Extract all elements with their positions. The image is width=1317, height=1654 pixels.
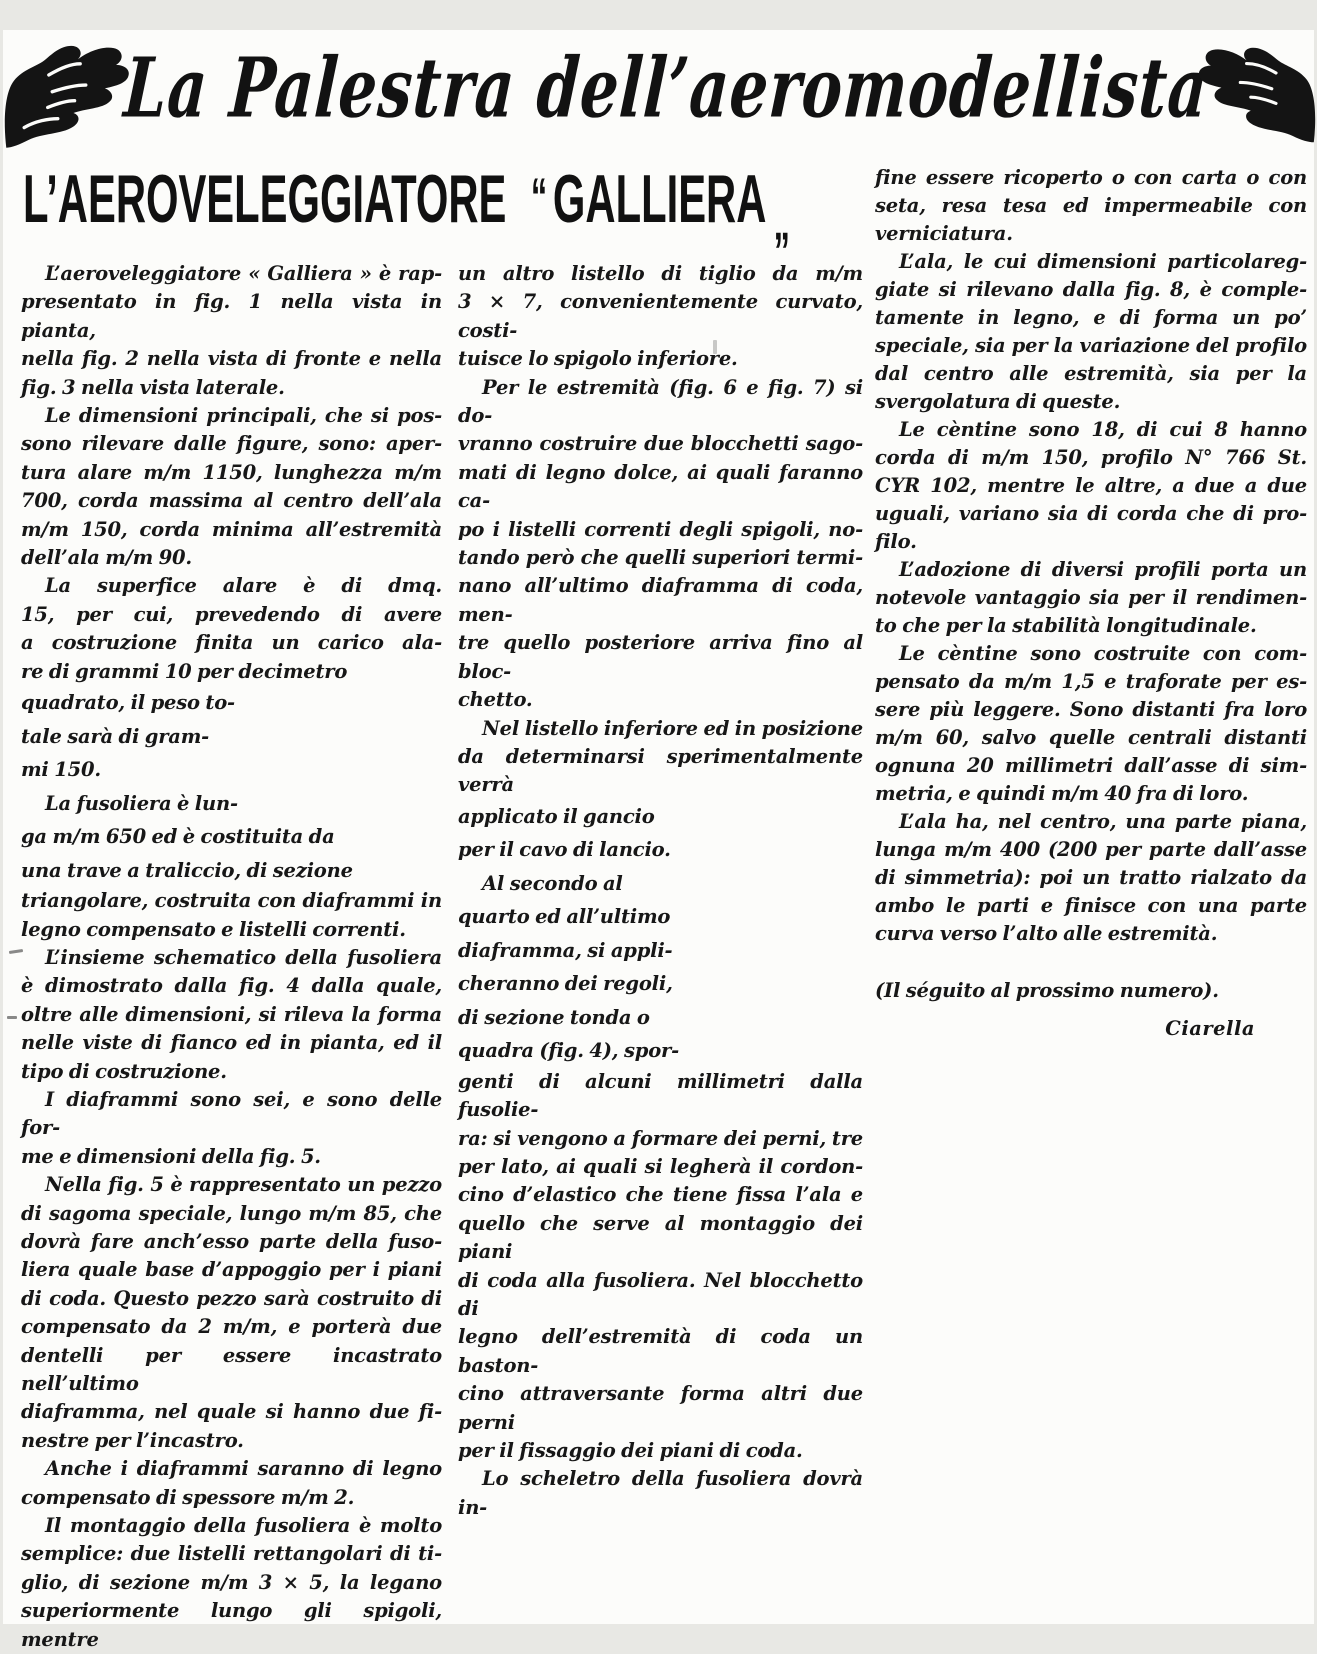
article-column-1: [21, 260, 442, 1654]
text-line: tando però che quelli superiori termi-: [458, 544, 863, 572]
text-line: sono rilevare dalle figure, sono: aper-: [21, 430, 442, 458]
text-line: I diaframmi sono sei, e sono delle for-: [21, 1086, 442, 1143]
text-line: a costruzione finita un carico ala-: [21, 629, 442, 657]
text-line: L’adozione di diversi profili porta un: [875, 556, 1307, 584]
text-line: filo.: [875, 528, 1307, 556]
text-line: Nella fig. 5 è rappresentato un pezzo: [21, 1171, 442, 1199]
text-line: Le cèntine sono costruite con com-: [875, 640, 1307, 668]
text-line: ognuna 20 millimetri dall’asse di sim-: [875, 752, 1307, 780]
headline-model-name: GALLIERA: [553, 162, 766, 237]
text-line: notevole vantaggio sia per il rendimen-: [875, 584, 1307, 612]
text-line: fine essere ricoperto o con carta o con: [875, 164, 1307, 192]
text-line: speciale, sia per la variazione del profilo: [875, 332, 1307, 360]
text-line: po i listelli correnti degli spigoli, no-: [458, 516, 863, 544]
text-line: ra: si vengono a formare dei perni, tre: [458, 1125, 863, 1153]
text-line: oltre alle dimensioni, si rileva la forma: [21, 1001, 442, 1029]
text-line: di coda alla fusoliera. Nel blocchetto di: [458, 1267, 863, 1324]
paragraph: [458, 800, 863, 867]
text-line: 700, corda massima al centro dell’ala: [21, 487, 442, 515]
magazine-page: [3, 30, 1314, 1624]
text-line: uguali, variano sia di corda che di pro-: [875, 500, 1307, 528]
paragraph: [875, 416, 1307, 556]
paragraph: [458, 260, 863, 374]
text-line: mati di legno dolce, ai quali faranno ca-: [458, 459, 863, 516]
text-line: dentelli per essere incastrato nell’ultimo: [21, 1342, 442, 1399]
paragraph: [458, 867, 863, 1068]
text-line: L’insieme schematico della fusoliera: [21, 944, 442, 972]
text-line: superiormente lungo gli spigoli, mentre: [21, 1597, 442, 1654]
right-section: [875, 164, 1300, 1045]
text-line: giate si rilevano dalla fig. 8, è comple-: [875, 276, 1307, 304]
paragraph: [21, 1512, 442, 1654]
text-line: Il montaggio della fusoliera è molto: [21, 1512, 442, 1540]
author-signature: [875, 1012, 1307, 1046]
text-line: ambo le parti e finisce con una parte: [875, 892, 1307, 920]
paragraph: [21, 1086, 442, 1171]
text-line: vranno costruire due blocchetti sago-: [458, 430, 863, 458]
text-line: è dimostrato dalla fig. 4 dalla quale,: [21, 972, 442, 1000]
headline-close-quote: „: [774, 192, 789, 251]
article-body: [3, 160, 1314, 1654]
text-line: nelle viste di fianco ed in pianta, ed il: [21, 1029, 442, 1057]
text-line: genti di alcuni millimetri dalla fusolie-: [458, 1068, 863, 1125]
text-line: tale sarà di gram-: [21, 720, 442, 754]
paragraph: [21, 260, 442, 402]
masthead-title: La Palestra dell’aeromodellista: [121, 40, 1211, 137]
text-line: quadrato, il peso to-: [21, 686, 442, 720]
text-line: me e dimensioni della fig. 5.: [21, 1143, 442, 1171]
text-line: La fusoliera è lun-: [21, 787, 442, 821]
text-line: La superfice alare è di dmq.: [21, 572, 442, 600]
text-line: di sagoma speciale, lungo m/m 85, che: [21, 1200, 442, 1228]
text-line: 15, per cui, prevedendo di avere: [21, 601, 442, 629]
text-line: tamente in legno, e di forma un po’: [875, 304, 1307, 332]
left-section: [21, 164, 863, 1654]
text-line: triangolare, costruita con diaframmi in: [21, 887, 442, 915]
text-line: L’aeroveleggiatore « Galliera » è rap-: [21, 260, 442, 288]
paragraph: [875, 640, 1307, 808]
paragraph: [458, 1068, 863, 1466]
text-line: tre quello posteriore arriva fino al bloc-: [458, 629, 863, 686]
text-line: m/m 60, salvo quelle centrali distanti: [875, 724, 1307, 752]
text-line: per lato, ai quali si legherà il cordon-: [458, 1153, 863, 1181]
text-line: dal centro alle estremità, sia per la: [875, 360, 1307, 388]
paragraph: [21, 1171, 442, 1455]
text-line: cino attraversante forma altri due perni: [458, 1380, 863, 1437]
paragraph: [21, 944, 442, 1086]
text-line: to che per la stabilità longitudinale.: [875, 612, 1307, 640]
text-line: verniciatura.: [875, 220, 1307, 248]
text-line: di coda. Questo pezzo sarà costruito di: [21, 1285, 442, 1313]
paragraph: [21, 686, 442, 787]
text-line: nella fig. 2 nella vista di fronte e nella: [21, 345, 442, 373]
text-line: quadra (fig. 4), spor-: [458, 1034, 863, 1068]
paragraph: [458, 374, 863, 715]
text-line: tipo di costruzione.: [21, 1058, 442, 1086]
text-line: da determinarsi sperimentalmente verrà: [458, 743, 863, 800]
text-line: Le cèntine sono 18, di cui 8 hanno: [875, 416, 1307, 444]
scan-artifact: [7, 1016, 17, 1019]
paragraph: [21, 1455, 442, 1512]
text-line: m/m 150, corda minima all’estremità: [21, 516, 442, 544]
text-line: L’ala ha, nel centro, una parte piana,: [875, 808, 1307, 836]
text-line: presentato in fig. 1 nella vista in pianta,: [21, 288, 442, 345]
paragraph: [21, 572, 442, 686]
headline-main-text: L’AEROVELEGGIATORE: [23, 162, 506, 237]
text-line: corda di m/m 150, profilo N° 766 St.: [875, 444, 1307, 472]
text-line: dovrà fare anch’esso parte della fuso-: [21, 1228, 442, 1256]
text-line: Al secondo al: [458, 867, 863, 901]
text-line: metria, e quindi m/m 40 fra di loro.: [875, 780, 1307, 808]
paragraph: [21, 887, 442, 944]
text-line: Lo scheletro della fusoliera dovrà in-: [458, 1465, 863, 1522]
text-line: semplice: due listelli rettangolari di ti-: [21, 1540, 442, 1568]
text-line: per il cavo di lancio.: [458, 833, 863, 867]
text-line: nestre per l’incastro.: [21, 1427, 442, 1455]
text-line: legno dell’estremità di coda un baston-: [458, 1323, 863, 1380]
text-line: tura alare m/m 1150, lunghezza m/m: [21, 459, 442, 487]
text-line: nano all’ultimo diaframma di coda, men-: [458, 572, 863, 629]
continuation-note: [875, 974, 1307, 1008]
paragraph: [21, 402, 442, 572]
text-line: Anche i diaframmi saranno di legno: [21, 1455, 442, 1483]
text-line: sere più leggere. Sono distanti fra loro: [875, 696, 1307, 724]
hands-illustration-right: [1192, 40, 1317, 148]
text-line: pensato da m/m 1,5 e traforate per es-: [875, 668, 1307, 696]
text-line: quarto ed all’ultimo: [458, 900, 863, 934]
paragraph: [875, 556, 1307, 640]
columns-wrapper: [21, 260, 863, 1654]
text-line: un altro listello di tiglio da m/m: [458, 260, 863, 288]
text-line: seta, resa tesa ed impermeabile con: [875, 192, 1307, 220]
text-line: Per le estremità (fig. 6 e fig. 7) si do-: [458, 374, 863, 431]
text-line: diaframma, si appli-: [458, 934, 863, 968]
text-line: 3 × 7, convenientemente curvato, costi-: [458, 288, 863, 345]
text-line: applicato il gancio: [458, 800, 863, 834]
text-line: Ciarella: [875, 1012, 1307, 1046]
scan-artifact: [713, 340, 717, 354]
hands-illustration-left: [0, 38, 138, 150]
article-column-2: [458, 260, 863, 1654]
text-line: mi 150.: [21, 753, 442, 787]
paragraph: [875, 248, 1307, 416]
text-line: diaframma, nel quale si hanno due fi-: [21, 1398, 442, 1426]
text-line: compensato di spessore m/m 2.: [21, 1484, 442, 1512]
paragraph: [21, 820, 442, 887]
text-line: (Il séguito al prossimo numero).: [875, 974, 1307, 1008]
article-column-3: [875, 164, 1307, 1045]
text-line: glio, di sezione m/m 3 × 5, la legano: [21, 1569, 442, 1597]
text-line: Nel listello inferiore ed in posizione: [458, 715, 863, 743]
masthead: [21, 30, 1296, 158]
text-line: di sezione tonda o: [458, 1001, 863, 1035]
text-line: re di grammi 10 per decimetro: [21, 658, 442, 686]
paragraph: [875, 808, 1307, 948]
article-headline: [23, 161, 628, 240]
paragraph: [875, 164, 1307, 248]
text-line: liera quale base d’appoggio per i piani: [21, 1256, 442, 1284]
text-line: tuisce lo spigolo inferiore.: [458, 345, 863, 373]
text-line: ga m/m 650 ed è costituita da: [21, 820, 442, 854]
text-line: curva verso l’alto alle estremità.: [875, 920, 1307, 948]
text-line: di simmetria): poi un tratto rialzato da: [875, 864, 1307, 892]
text-line: compensato da 2 m/m, e porterà due: [21, 1313, 442, 1341]
paragraph: [458, 715, 863, 800]
paragraph: [458, 1465, 863, 1522]
text-line: fig. 3 nella vista laterale.: [21, 374, 442, 402]
text-line: Le dimensioni principali, che si pos-: [21, 402, 442, 430]
text-line: L’ala, le cui dimensioni particolareg-: [875, 248, 1307, 276]
paragraph: [21, 787, 442, 821]
text-line: per il fissaggio dei piani di coda.: [458, 1437, 863, 1465]
text-line: cino d’elastico che tiene fissa l’ala e: [458, 1181, 863, 1209]
text-line: quello che serve al montaggio dei piani: [458, 1210, 863, 1267]
text-line: dell’ala m/m 90.: [21, 544, 442, 572]
headline-open-quote: “: [531, 167, 546, 226]
text-line: chetto.: [458, 686, 863, 714]
text-line: lunga m/m 400 (200 per parte dall’asse: [875, 836, 1307, 864]
text-line: una trave a traliccio, di sezione: [21, 854, 442, 888]
text-line: legno compensato e listelli correnti.: [21, 916, 442, 944]
text-line: svergolatura di queste.: [875, 388, 1307, 416]
text-line: CYR 102, mentre le altre, a due a due: [875, 472, 1307, 500]
text-line: cheranno dei regoli,: [458, 967, 863, 1001]
